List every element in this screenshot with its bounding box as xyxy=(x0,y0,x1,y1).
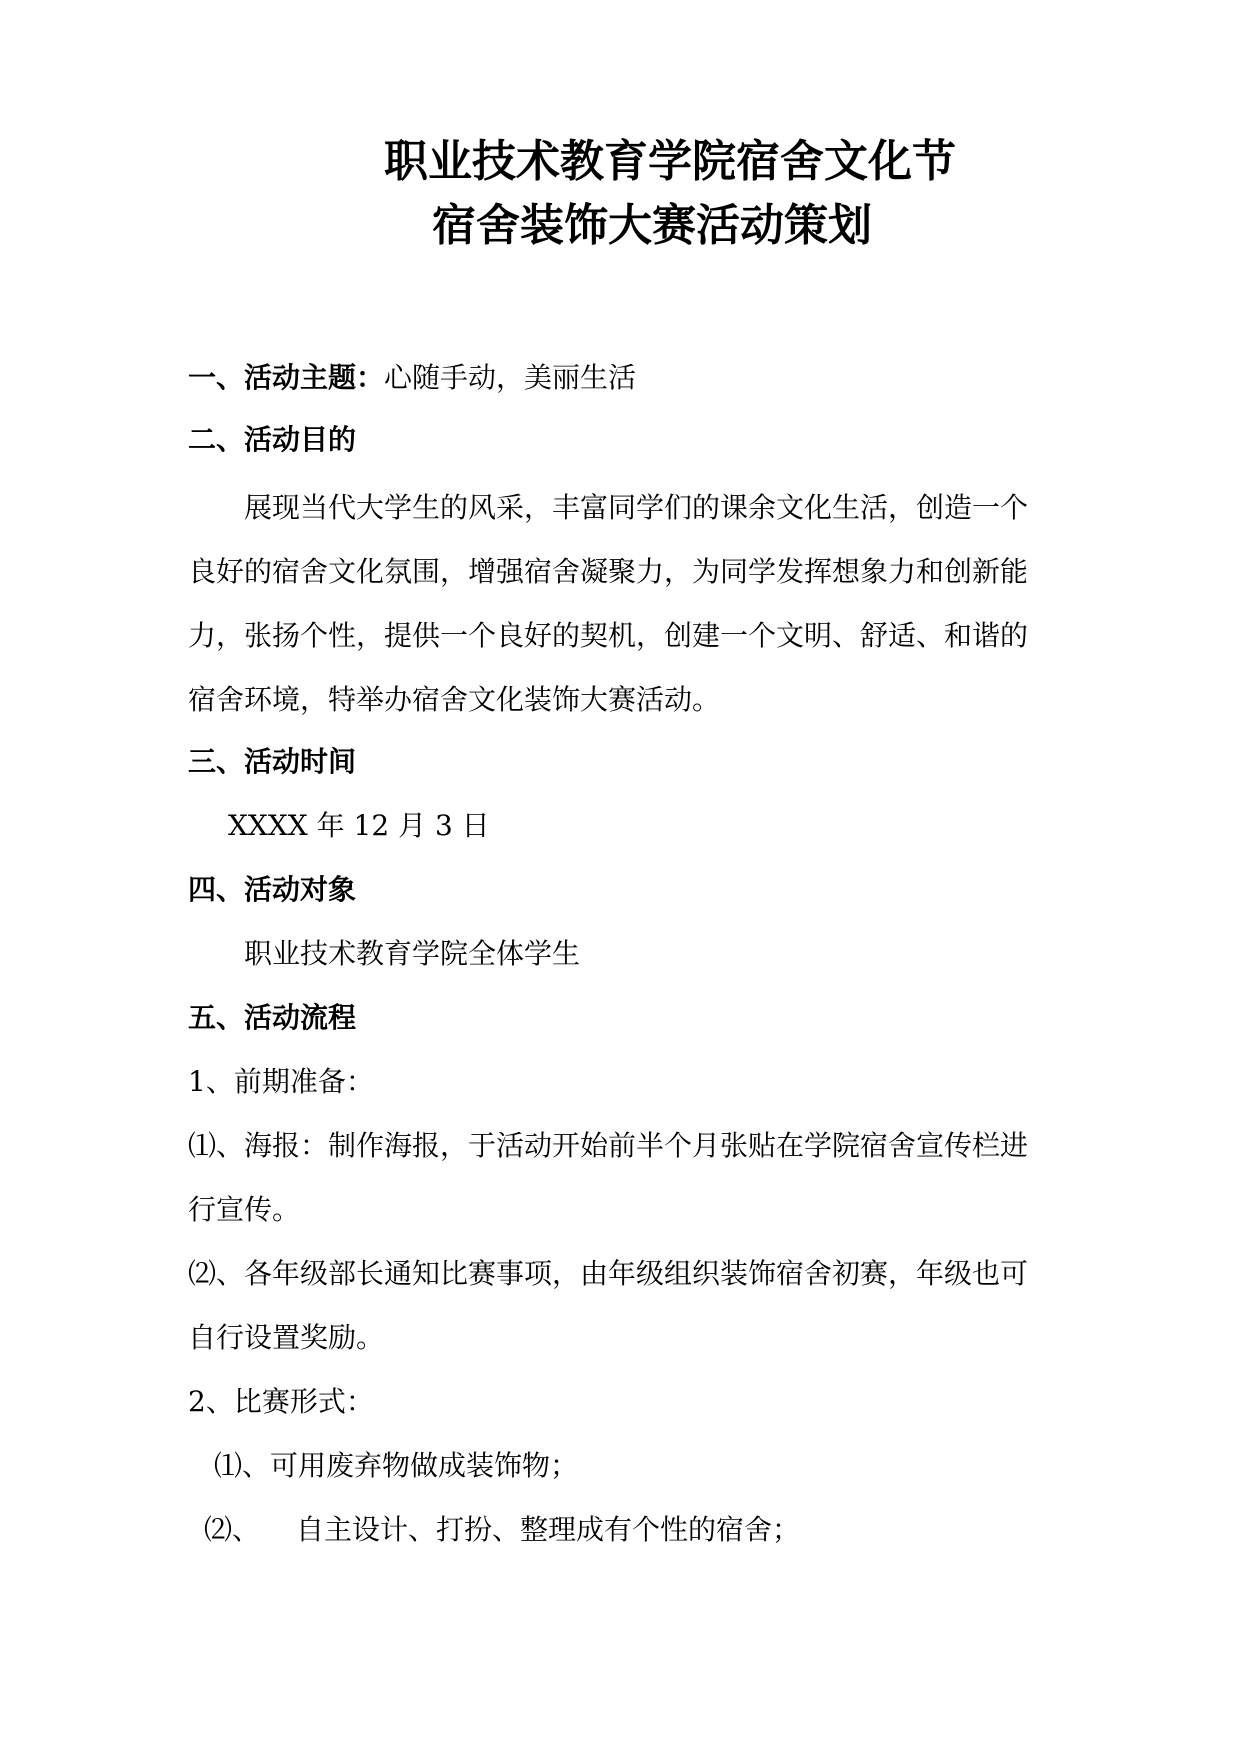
document-title-line-1: 职业技术教育学院宿舍文化节 xyxy=(384,136,956,187)
document-title-line-2: 宿舍装饰大赛活动策划 xyxy=(432,200,872,251)
purpose-line: 宿舍环境，特举办宿舍文化装饰大赛活动。 xyxy=(188,683,721,716)
time-heading: 三、活动时间 xyxy=(188,745,357,778)
prep-item-2-line-2: 自行设置奖励。 xyxy=(188,1321,385,1354)
theme-line xyxy=(188,358,636,398)
theme-heading: 一、活动主题： xyxy=(188,361,385,394)
target-text: 职业技术教育学院全体学生 xyxy=(244,937,581,970)
form-item-2-number: ⑵、 xyxy=(204,1513,261,1546)
target-heading: 四、活动对象 xyxy=(188,873,357,906)
prep-item-1-line-2: 行宣传。 xyxy=(188,1193,301,1226)
purpose-paragraph xyxy=(188,476,1068,732)
form-item-1: ⑴、可用废弃物做成装饰物； xyxy=(214,1449,579,1482)
form-heading: 2、比赛形式： xyxy=(188,1385,374,1418)
prep-item-2-line-1: ⑵、各年级部长通知比赛事项，由年级组织装饰宿舍初赛，年级也可 xyxy=(188,1257,1029,1290)
prep-item-1-line-1: ⑴、海报：制作海报，于活动开始前半个月张贴在学院宿舍宣传栏进 xyxy=(188,1129,1029,1162)
form-item-2 xyxy=(204,1510,800,1550)
theme-text: 心随手动，美丽生活 xyxy=(384,361,637,394)
purpose-line: 展现当代大学生的风采，丰富同学们的课余文化生活，创造一个 xyxy=(244,491,1029,524)
purpose-heading: 二、活动目的 xyxy=(188,423,357,456)
process-heading: 五、活动流程 xyxy=(188,1001,357,1034)
form-item-2-text: 自主设计、打扮、整理成有个性的宿舍； xyxy=(296,1513,801,1546)
time-text: XXXX 年 12 月 3 日 xyxy=(228,809,490,842)
prep-heading: 1、前期准备： xyxy=(188,1065,374,1098)
purpose-line: 力，张扬个性，提供一个良好的契机，创建一个文明、舒适、和谐的 xyxy=(188,619,1029,652)
purpose-line: 良好的宿舍文化氛围，增强宿舍凝聚力，为同学发挥想象力和创新能 xyxy=(188,555,1029,588)
